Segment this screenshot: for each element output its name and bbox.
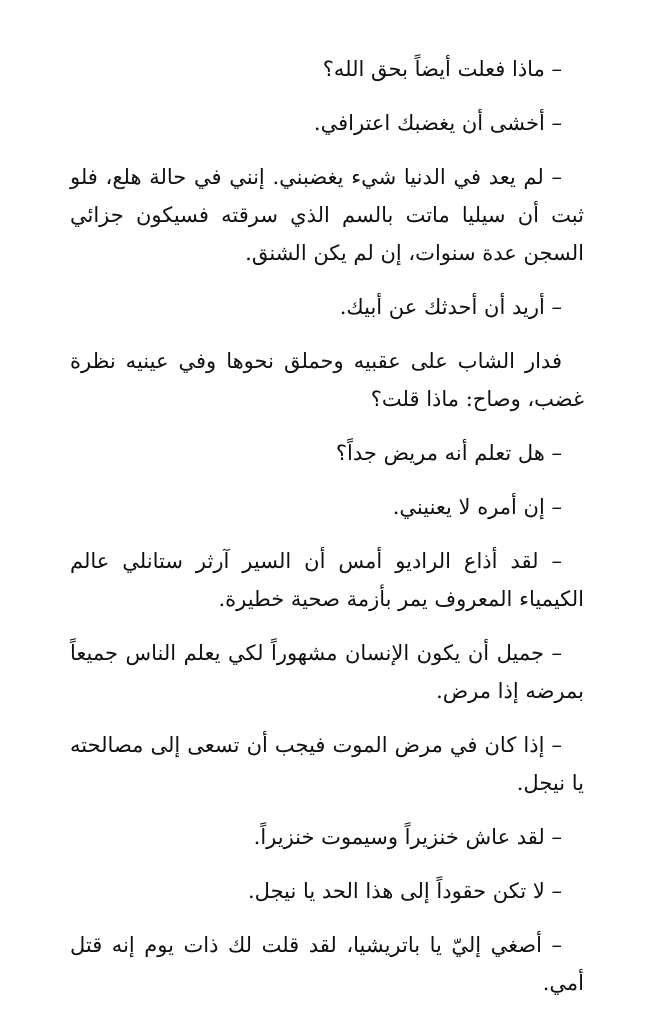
paragraph: فدار الشاب على عقبيه وحملق نحوها وفي عينيه نظرة غضب، وصاح: ماذا قلت؟ [70, 349, 584, 411]
paragraph: – أصغي إليّ يا باتريشيا، لقد قلت لك ذات يوم إنه قتل أمي. [70, 933, 584, 995]
paragraph: – ماذا فعلت أيضاً بحق الله؟ [322, 57, 562, 81]
paragraph: – لقد أذاع الراديو أمس أن السير آرثر ستانلي عالم الكيمياء المعروف يمر بأزمة صحية خطيرة. [70, 549, 584, 611]
paragraph: – جميل أن يكون الإنسان مشهوراً لكي يعلم الناس جميعاً بمرضه إذا مرض. [70, 641, 584, 703]
paragraph: – أخشى أن يغضبك اعترافي. [313, 111, 562, 135]
paragraph: – إن أمره لا يعنيني. [392, 495, 562, 519]
paragraph: – لقد عاش خنزيراً وسيموت خنزيراً. [253, 825, 562, 849]
paragraph: – أريد أن أحدثك عن أبيك. [339, 295, 562, 319]
paragraph: – لا تكن حقوداً إلى هذا الحد يا نيجل. [248, 879, 562, 903]
paragraph: – لم يعد في الدنيا شيء يغضبني. إنني في حالة هلع، فلو ثبت أن سيليا ماتت بالسم الذي سرقته فسيكون جزائي السجن عدة سنوات، إن لم يكن الشنق. [70, 165, 584, 265]
book-page [70, 50, 584, 1018]
paragraph: – إذا كان في مرض الموت فيجب أن تسعى إلى مصالحته يا نيجل. [70, 733, 584, 795]
paragraph: – هل تعلم أنه مريض جداً؟ [335, 441, 562, 465]
